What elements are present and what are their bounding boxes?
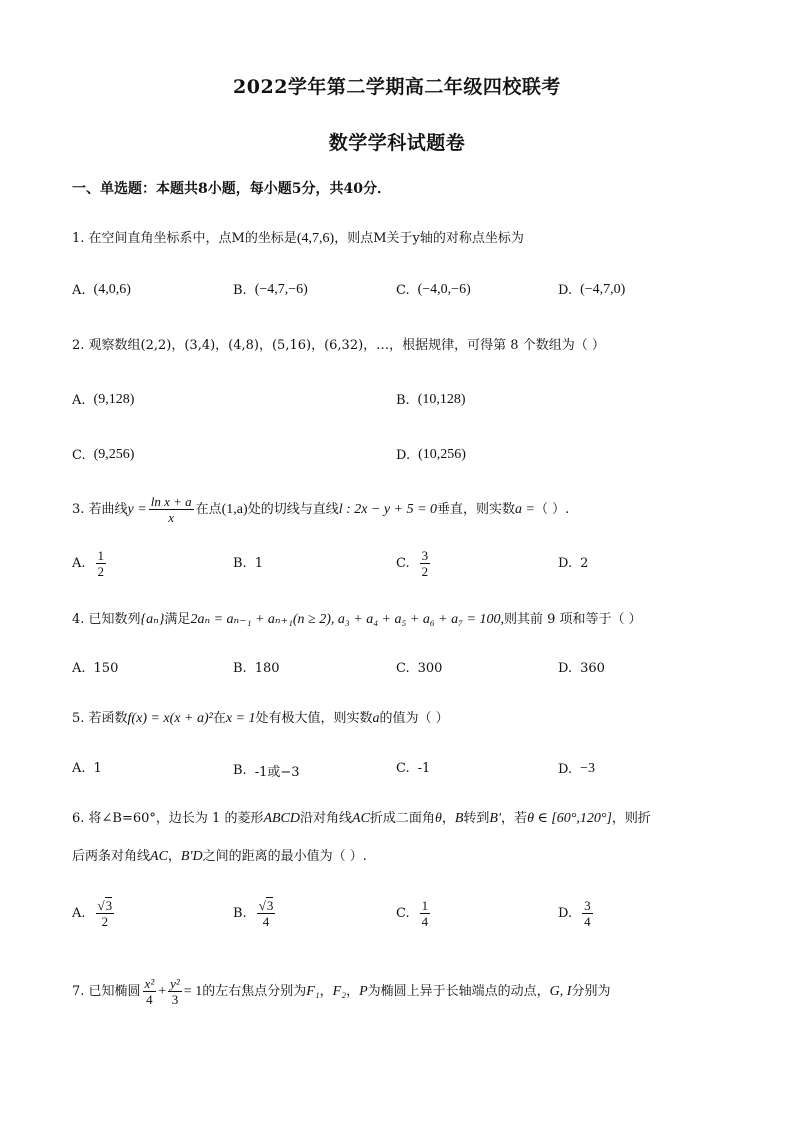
question-2: 2. 观察数组(2,2)，(3,4)，(4,8)，(5,16)，(6,32)，…，根据规律，可得第 8 个数组为（ ） bbox=[72, 338, 605, 353]
q4-option-c bbox=[396, 661, 442, 676]
q1-option-b-label: B. bbox=[233, 282, 247, 298]
question-3 bbox=[72, 493, 569, 527]
q3-stem-e: （ ）. bbox=[535, 502, 570, 517]
q3-option-a bbox=[72, 548, 108, 579]
q6-option-c-num: 1 bbox=[421, 898, 429, 913]
q3-option-c-num: 3 bbox=[421, 548, 429, 563]
q4-option-d bbox=[558, 661, 605, 676]
q5-option-b-label: B. bbox=[233, 763, 247, 778]
q6-option-a-label: A. bbox=[72, 906, 86, 921]
q7-frac-x bbox=[143, 976, 157, 1007]
q3-option-a-num: 1 bbox=[97, 548, 105, 563]
q5-function: f(x) = x(x + a)² bbox=[127, 711, 213, 726]
q6-b: B bbox=[454, 811, 464, 826]
q6-option-b-radicand: 3 bbox=[266, 898, 274, 913]
q1-option-d-value: (−4,7,0) bbox=[580, 282, 626, 297]
q3-fraction bbox=[149, 494, 194, 525]
q5-stem-b: 在 bbox=[212, 711, 226, 726]
q5-stem-d: 的值为（ ） bbox=[379, 711, 449, 726]
q6-option-a bbox=[72, 898, 116, 929]
q6-option-c bbox=[396, 898, 432, 929]
q7-fy-num: y² bbox=[170, 976, 180, 991]
q1-option-c bbox=[396, 282, 471, 298]
q3-option-d-label: D. bbox=[558, 556, 573, 571]
q6-abcd: ABCD bbox=[263, 811, 301, 826]
q6-l2-c: 之间的距离的最小值为（ ）. bbox=[202, 849, 367, 864]
q5-option-a-label: A. bbox=[72, 761, 86, 776]
exam-subtitle: 数学学科试题卷 bbox=[328, 132, 466, 154]
q7-gi: G, I bbox=[549, 984, 572, 999]
q6-l2-b: ， bbox=[167, 849, 181, 864]
q1-option-b-value: (−4,7,−6) bbox=[254, 282, 308, 297]
question-4 bbox=[72, 611, 642, 629]
q6-option-b-label: B. bbox=[233, 906, 247, 921]
q6-option-d-fraction bbox=[582, 898, 593, 929]
q3-frac-num: ln x + a bbox=[150, 494, 192, 509]
q1-stem-b: ，则点M关于y轴的对称点坐标为 bbox=[334, 231, 524, 246]
q3-option-b bbox=[233, 556, 263, 571]
q5-option-d bbox=[558, 761, 595, 777]
q3-y-eq: y = bbox=[127, 502, 147, 517]
q5-option-c-value: -1 bbox=[417, 761, 431, 776]
q2-option-d-value: (10,256) bbox=[418, 447, 466, 462]
q2-option-a-label: A. bbox=[72, 392, 86, 408]
q3-option-d-value: 2 bbox=[580, 556, 589, 571]
q4-option-a-label: A. bbox=[72, 661, 86, 676]
q6-theta: θ bbox=[434, 811, 442, 826]
q6-option-a-den: 2 bbox=[101, 914, 109, 929]
q4-option-d-label: D. bbox=[558, 661, 573, 676]
q1-option-d-label: D. bbox=[558, 282, 573, 298]
q3-line: l : 2x − y + 5 = 0 bbox=[338, 502, 438, 517]
q7-stem-c: ， bbox=[346, 984, 360, 999]
q3-point: (1,a) bbox=[221, 502, 248, 517]
q1-option-a-label: A. bbox=[72, 282, 86, 298]
q4-option-b-label: B. bbox=[233, 661, 247, 676]
q5-option-c bbox=[396, 761, 430, 776]
q6-option-b bbox=[233, 898, 277, 929]
q6-l2-a: 后两条对角线 bbox=[72, 849, 151, 864]
q3-option-a-den: 2 bbox=[97, 564, 105, 579]
q2-option-b-value: (10,128) bbox=[417, 392, 466, 407]
q4-condition: 2aₙ = aₙ₋₁ + aₙ₊₁(n ≥ 2), a₃ + a₄ + a₅ + a₆ + a₇ = 100, bbox=[190, 612, 504, 627]
q2-option-b-label: B. bbox=[396, 392, 410, 408]
q5-option-b-value: -1或−3 bbox=[254, 765, 300, 780]
exam-title: 2022学年第二学期高二年级四校联考 bbox=[233, 76, 561, 98]
q4-stem-a: 4. 已知数列 bbox=[72, 612, 141, 627]
q3-option-a-label: A. bbox=[72, 556, 86, 571]
q6-option-d bbox=[558, 898, 595, 929]
q7-stem-d: 为椭圆上异于长轴端点的动点， bbox=[367, 984, 550, 999]
q6-option-c-label: C. bbox=[396, 906, 410, 921]
q3-option-d bbox=[558, 556, 588, 571]
q7-sep1: ， bbox=[319, 984, 333, 999]
q1-option-b bbox=[233, 282, 308, 298]
q5-option-d-label: D. bbox=[558, 761, 573, 777]
q4-seq: {aₙ} bbox=[140, 612, 165, 627]
q6-l1-f: ，若 bbox=[501, 811, 528, 826]
q6-option-b-fraction: $\frac{√3}{4}$ bbox=[258, 898, 274, 929]
q6-l1-a: 6. 将∠B=60°，边长为 1 的菱形 bbox=[72, 811, 264, 826]
q7-plus: + bbox=[158, 984, 167, 999]
q1-stem-a: 1. 在空间直角坐标系中，点M的坐标是 bbox=[72, 231, 297, 246]
q5-option-c-label: C. bbox=[396, 761, 410, 776]
question-7 bbox=[72, 975, 610, 1009]
q6-l1-b: 沿对角线 bbox=[300, 811, 353, 826]
q3-option-c-label: C. bbox=[396, 556, 410, 571]
q3-option-c-fraction bbox=[420, 548, 431, 579]
q3-frac-den: x bbox=[168, 510, 175, 525]
q7-stem-a: 7. 已知椭圆 bbox=[72, 984, 141, 999]
q1-option-c-value: (−4,0,−6) bbox=[417, 282, 471, 297]
q3-option-a-fraction bbox=[96, 548, 107, 579]
q2-option-d bbox=[396, 447, 466, 463]
q7-f1: F₁ bbox=[306, 984, 320, 999]
q1-option-d bbox=[558, 282, 625, 298]
q7-fy-den: 3 bbox=[171, 992, 179, 1007]
q6-option-d-den: 4 bbox=[584, 914, 591, 929]
question-6-line-1 bbox=[72, 810, 651, 828]
q3-option-c-den: 2 bbox=[421, 564, 429, 579]
q7-p: P bbox=[359, 984, 368, 999]
q4-option-b-value: 180 bbox=[254, 661, 280, 676]
q1-point: (4,7,6) bbox=[296, 231, 335, 246]
q1-option-c-label: C. bbox=[396, 282, 410, 298]
q5-x-eq: x = 1 bbox=[225, 711, 256, 726]
q6-l1-e: 转到 bbox=[463, 811, 490, 826]
q1-option-a bbox=[72, 282, 131, 298]
question-5 bbox=[72, 710, 449, 728]
q2-option-c-value: (9,256) bbox=[93, 447, 135, 462]
q7-stem-e: 分别为 bbox=[571, 984, 611, 999]
q6-bprime: B′ bbox=[489, 811, 502, 826]
q5-option-a bbox=[72, 761, 102, 776]
q4-option-c-value: 300 bbox=[417, 661, 443, 676]
q5-option-b bbox=[233, 761, 300, 780]
q6-ac: AC bbox=[352, 811, 370, 826]
q6-l1-g: ，则折 bbox=[611, 811, 651, 826]
q6-option-b-den: 4 bbox=[262, 914, 270, 929]
q1-option-a-value: (4,0,6) bbox=[93, 282, 131, 297]
q6-option-c-fraction bbox=[420, 898, 431, 929]
q6-range: θ ∈ [60°,120°] bbox=[527, 811, 612, 826]
q2-option-c-label: C. bbox=[72, 447, 86, 463]
q6-option-d-num: 3 bbox=[584, 898, 591, 913]
q3-option-b-value: 1 bbox=[254, 556, 263, 571]
q6-l1-d: ， bbox=[441, 811, 455, 826]
q4-option-a bbox=[72, 661, 118, 676]
q4-stem-b: 满足 bbox=[164, 612, 191, 627]
q3-stem-a: 3. 若曲线 bbox=[72, 502, 128, 517]
q7-f2: F₂ bbox=[332, 984, 347, 999]
q6-option-c-den: 4 bbox=[421, 914, 429, 929]
q7-frac-y bbox=[168, 976, 182, 1007]
q3-stem-d: 垂直，则实数 bbox=[437, 502, 516, 517]
q2-option-b bbox=[396, 392, 466, 408]
q2-option-a bbox=[72, 392, 134, 408]
q3-var: a = bbox=[515, 502, 535, 517]
q4-stem-c: 则其前 9 项和等于（ ） bbox=[503, 612, 642, 627]
q3-stem-b: 在点 bbox=[195, 502, 222, 517]
q6-option-d-label: D. bbox=[558, 906, 573, 921]
q2-option-a-value: (9,128) bbox=[93, 392, 135, 407]
q6-l1-c: 折成二面角 bbox=[369, 811, 435, 826]
question-1 bbox=[72, 230, 524, 248]
question-6-line-2 bbox=[72, 848, 367, 866]
q6-ac-2: AC bbox=[150, 849, 168, 864]
q3-option-b-label: B. bbox=[233, 556, 247, 571]
q5-stem-a: 5. 若函数 bbox=[72, 711, 128, 726]
q6-option-a-fraction: $\frac{√3}{2}$ bbox=[97, 898, 113, 929]
q4-option-b bbox=[233, 661, 280, 676]
q3-option-c bbox=[396, 548, 432, 579]
q6-bprime-d: B′D bbox=[180, 849, 203, 864]
section-heading: 一、单选题：本题共8小题，每小题5分，共40分． bbox=[72, 181, 391, 197]
q4-option-c-label: C. bbox=[396, 661, 410, 676]
q5-var: a bbox=[372, 711, 380, 726]
q7-fx-den: 4 bbox=[146, 992, 153, 1007]
q5-stem-c: 处有极大值，则实数 bbox=[255, 711, 373, 726]
q7-stem-b: 的左右焦点分别为 bbox=[202, 984, 307, 999]
q4-option-a-value: 150 bbox=[93, 661, 119, 676]
q5-option-d-value: −3 bbox=[580, 761, 595, 776]
q2-option-d-label: D. bbox=[396, 447, 411, 463]
q2-option-c bbox=[72, 447, 134, 463]
q7-eq: = 1 bbox=[183, 984, 203, 999]
q4-option-d-value: 360 bbox=[580, 661, 605, 676]
q5-option-a-value: 1 bbox=[93, 761, 102, 776]
q6-option-a-radicand: 3 bbox=[105, 898, 113, 913]
q3-stem-c: 处的切线与直线 bbox=[247, 502, 339, 517]
q7-fx-num: x² bbox=[144, 976, 155, 991]
